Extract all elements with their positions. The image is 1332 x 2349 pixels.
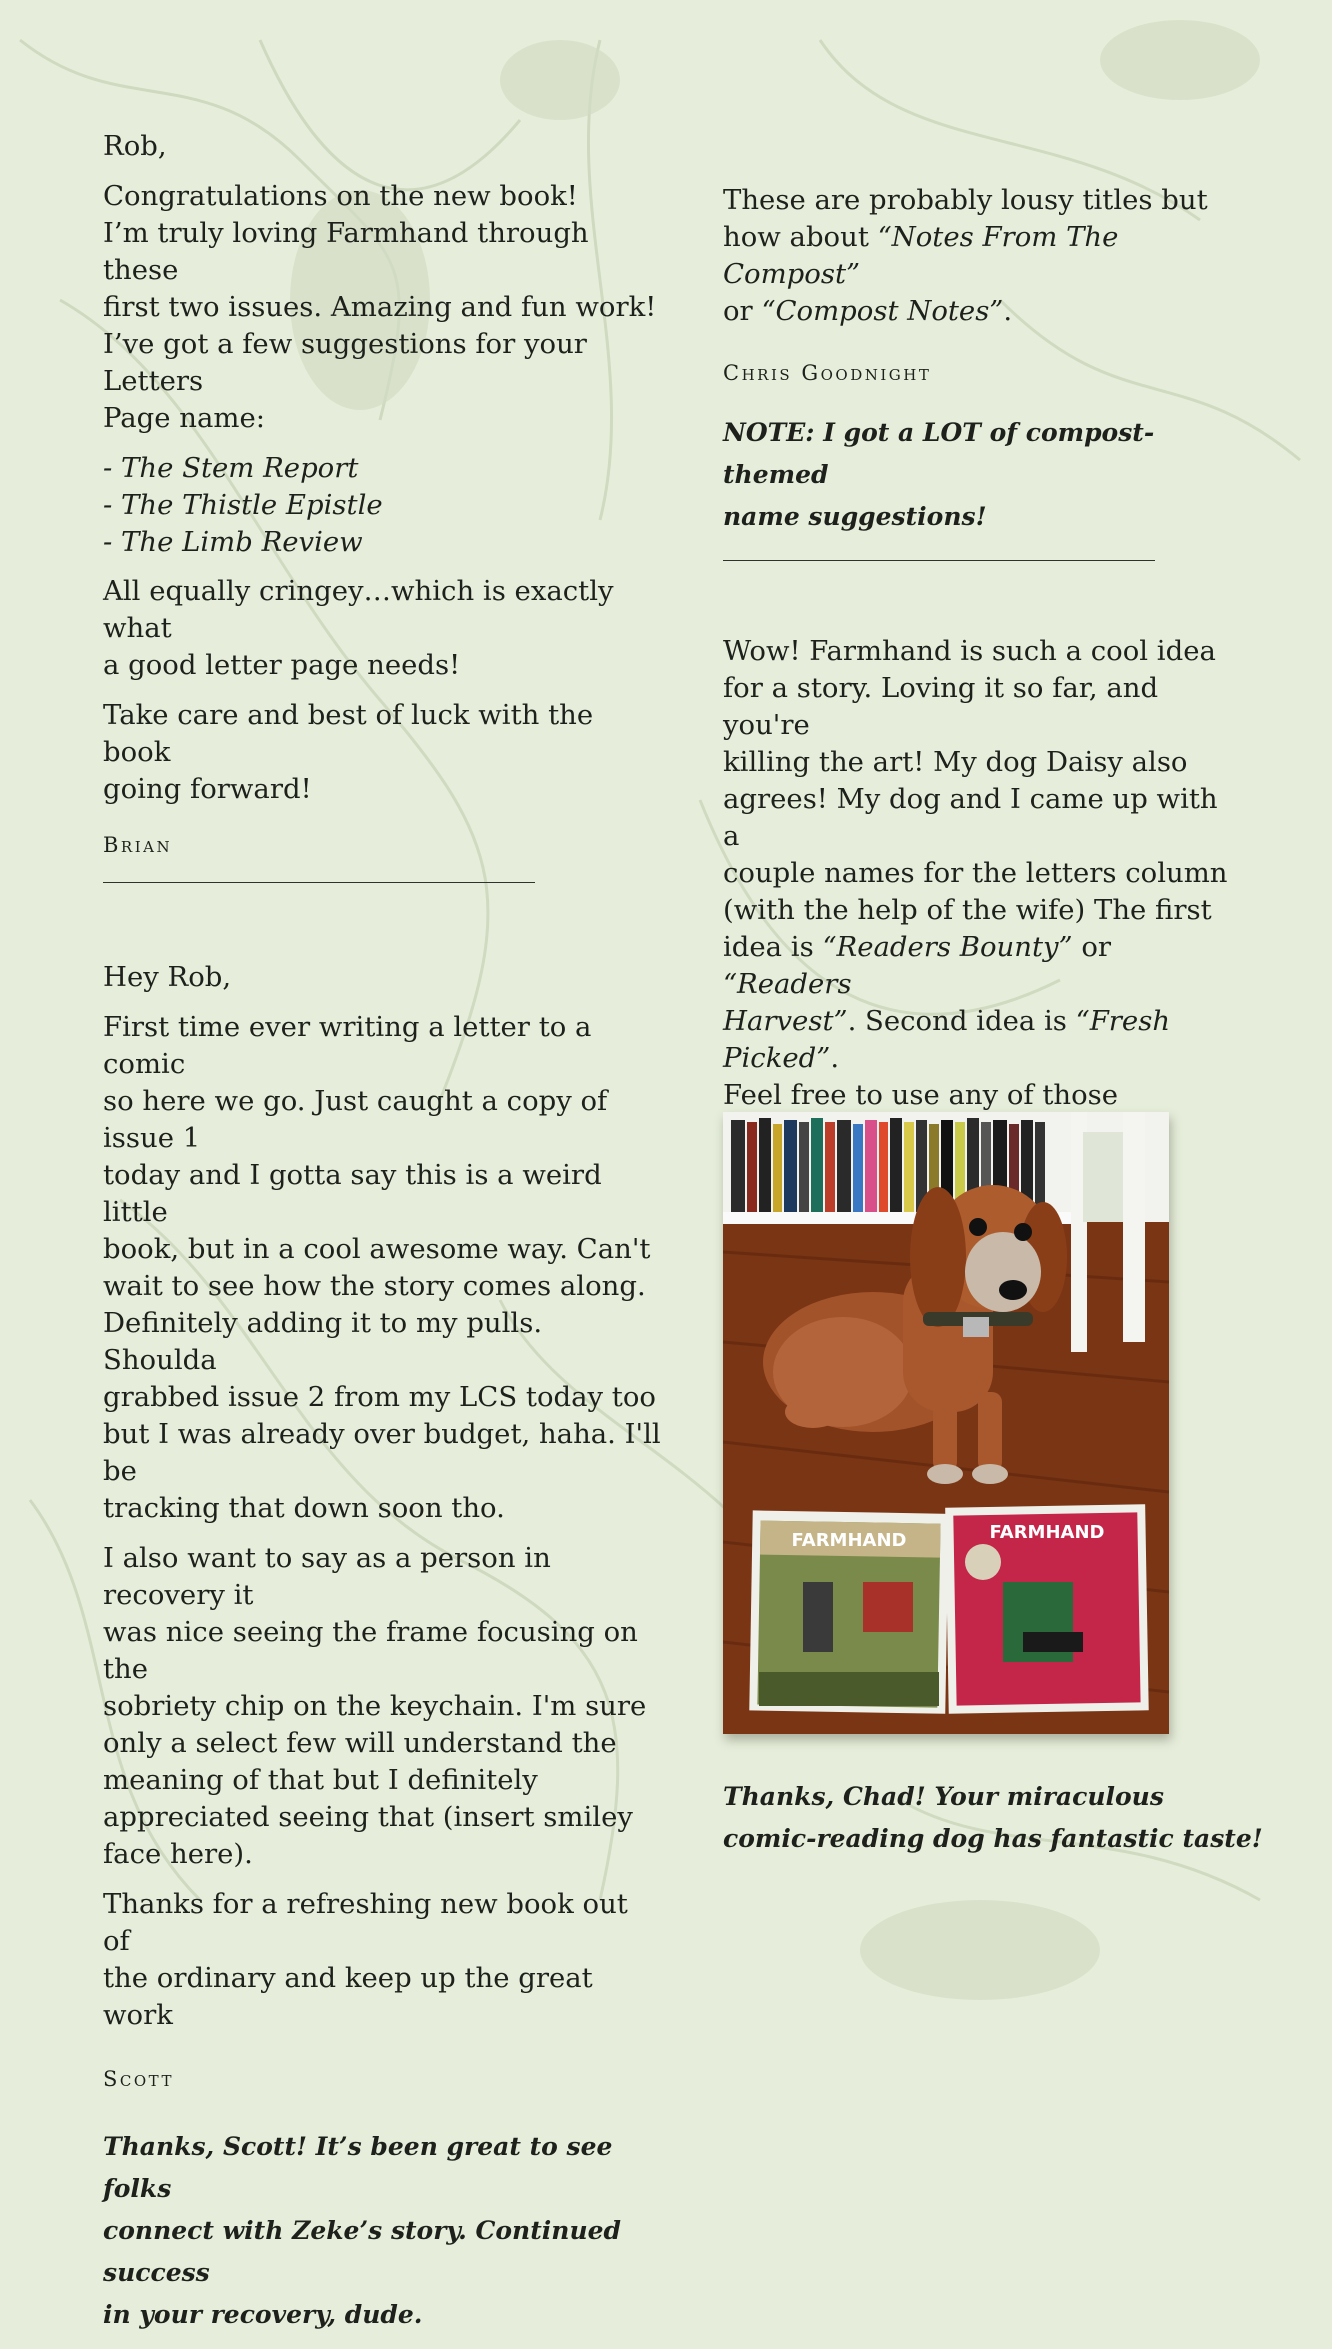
reader-photo-dog-with-comics: [723, 1112, 1169, 1734]
editor-note: NOTE: I got a LOT of compost-themed name suggestions!: [723, 418, 1155, 531]
suggestion-list: [103, 450, 663, 561]
divider: [103, 882, 535, 883]
letter-paragraph: Take care and best of luck with the book going forward!: [103, 699, 594, 805]
letter-brian: [103, 128, 663, 883]
letter-paragraph: I also want to say as a person in recovery it was nice seeing the frame focusing on the sobriety chip on the keychain. I'm sure only a select few will understand the meaning of that but I definitely appreciated seeing that (insert smiley face here).: [103, 1542, 647, 1870]
letter-signature: Scott: [103, 2067, 174, 2091]
comic-issue-2: [945, 1504, 1149, 1713]
letter-signature: Chris Goodnight: [723, 361, 932, 385]
letter-paragraph: These are probably lousy titles but how about “Notes From The Compost” or “Compost Notes”.: [723, 184, 1208, 327]
letter-paragraph: Congratulations on the new book! I’m truly loving Farmhand through these first two issues. Amazing and fun work! I’ve got a few suggestions for your Letters Page name:: [103, 180, 657, 434]
letter-chris: [723, 182, 1233, 561]
letter-paragraph: All equally cringey…which is exactly what a good letter page needs!: [103, 575, 614, 681]
letter-paragraph: Wow! Farmhand is such a cool idea for a story. Loving it so far, and you're killing the art! My dog Daisy also agrees! My dog and I came up with a couple names for the letters column (with the help of the wife) The first idea is “Readers Bounty” or “Readers Harvest”. Second idea is “Fresh Picked”. Feel free to use any of those: [723, 635, 1228, 1111]
editor-reply: Thanks, Chad! Your miraculous comic-reading dog has fantastic taste!: [723, 1782, 1263, 1853]
comic-title: FARMHAND: [989, 1522, 1105, 1543]
list-item: - The Stem Report: [103, 452, 359, 484]
photo-illustration: [723, 1112, 1169, 1734]
comic-issue-1: [749, 1510, 948, 1713]
left-column: [103, 128, 663, 2349]
letter-paragraph: Thanks for a refreshing new book out of the ordinary and keep up the great work: [103, 1888, 628, 2031]
letter-greeting: Hey Rob,: [103, 961, 232, 993]
comic-title: FARMHAND: [791, 1530, 907, 1551]
list-item: - The Limb Review: [103, 526, 363, 558]
chad-editor-reply: [723, 1776, 1263, 1873]
letter-greeting: Rob,: [103, 130, 167, 162]
list-item: - The Thistle Epistle: [103, 489, 383, 521]
editor-reply: Thanks, Scott! It’s been great to see folks connect with Zeke’s story. Continued success in your recovery, dude.: [103, 2132, 622, 2329]
divider: [723, 560, 1155, 561]
letter-scott: [103, 959, 663, 2336]
letter-paragraph: First time ever writing a letter to a comic so here we go. Just caught a copy of issue 1 today and I gotta say this is a weird little book, but in a cool awesome way. Can't wait to see how the story comes along. Definitely adding it to my pulls. Shoulda grabbed issue 2 from my LCS today too but I was already over budget, haha. I'll be tracking that down soon tho.: [103, 1011, 661, 1524]
letter-signature: Brian: [103, 833, 173, 857]
